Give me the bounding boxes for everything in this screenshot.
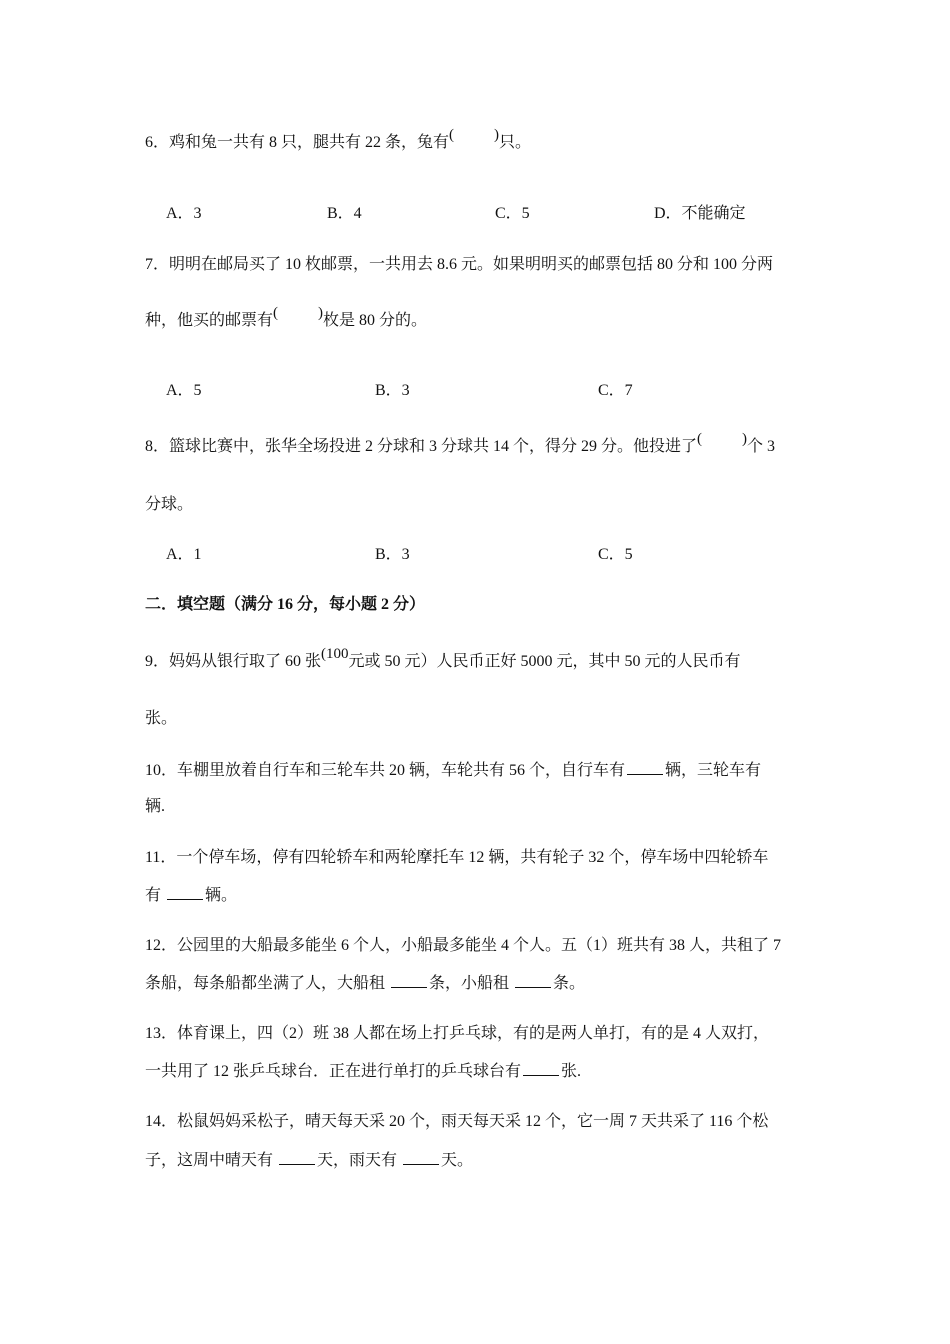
question-12-suffix: 条。: [553, 975, 586, 992]
question-14-text: 子，这周中晴天有: [145, 1152, 278, 1169]
question-7-text: 种，他买的邮票有: [145, 312, 274, 329]
question-9-raised-text: (100: [321, 646, 349, 662]
question-14-text-cont: 天，雨天有: [317, 1152, 402, 1169]
question-9-line-1: [145, 646, 741, 672]
answer-blank[interactable]: [627, 760, 663, 775]
question-9-text: 9．妈妈从银行取了 60 张: [145, 653, 322, 670]
question-12-text: 条船，每条船都坐满了人，大船租: [145, 975, 390, 992]
question-8-text: 8．篮球比赛中，张华全场投进 2 分球和 3 分球共 14 个，得分 29 分。他投进了: [145, 438, 698, 455]
question-9-text-cont: 元或 50 元）人民币正好 5000 元，其中 50 元的人民币有: [348, 653, 741, 670]
question-10-line-2: 辆.: [145, 798, 166, 815]
q6-option-d: D．不能确定: [654, 205, 746, 222]
question-13-text: 一共用了 12 张乒乓球台．正在进行单打的乒乓球台有: [145, 1063, 522, 1080]
answer-blank[interactable]: [523, 1061, 559, 1076]
answer-blank[interactable]: [403, 1150, 439, 1165]
q7-option-b: B．3: [375, 382, 410, 399]
q8-option-b: B．3: [375, 546, 410, 563]
question-6: [145, 127, 532, 153]
q6-option-b: B．4: [327, 205, 362, 222]
question-6-text: 6．鸡和兔一共有 8 只，腿共有 22 条，兔有: [145, 134, 450, 151]
question-13-line-2: [145, 1061, 581, 1082]
question-11-line-2: [145, 885, 237, 906]
q7-option-a: A．5: [166, 382, 202, 399]
question-10-text-cont: 辆，三轮车有: [665, 762, 762, 779]
question-7-line-2: [145, 305, 428, 331]
question-11-line-1: 11．一个停车场，停有四轮轿车和两轮摩托车 12 辆，共有轮子 32 个，停车场中四轮轿车: [145, 849, 769, 866]
answer-parentheses: ( ): [449, 127, 500, 143]
question-13-suffix: 张.: [561, 1063, 582, 1080]
question-7-line-1: 7．明明在邮局买了 10 枚邮票，一共用去 8.6 元。如果明明买的邮票包括 80 分和 100 分两: [145, 256, 774, 273]
question-8-line-1: [145, 431, 776, 457]
q8-option-a: A．1: [166, 546, 202, 563]
answer-blank[interactable]: [391, 973, 427, 988]
answer-parentheses: ( ): [273, 305, 324, 321]
question-10-text: 10．车棚里放着自行车和三轮车共 20 辆，车轮共有 56 个，自行车有: [145, 762, 626, 779]
question-14-suffix: 天。: [441, 1152, 474, 1169]
question-7-suffix: 枚是 80 分的。: [323, 312, 428, 329]
question-12-text-cont: 条，小船租: [429, 975, 514, 992]
answer-blank[interactable]: [167, 885, 203, 900]
question-14-line-2: [145, 1150, 473, 1171]
question-9-line-2: 张。: [145, 710, 178, 727]
question-12-line-2: [145, 973, 585, 994]
question-8-line-2: 分球。: [145, 496, 194, 513]
question-6-suffix: 只。: [499, 134, 532, 151]
q6-option-a: A．3: [166, 205, 202, 222]
question-8-suffix: 个 3: [747, 438, 776, 455]
question-11-suffix: 辆。: [205, 887, 238, 904]
q6-option-c: C．5: [495, 205, 530, 222]
answer-parentheses: ( ): [697, 431, 748, 447]
question-13-line-1: 13．体育课上，四（2）班 38 人都在场上打乒乓球，有的是两人单打，有的是 4 人双打，: [145, 1025, 770, 1042]
question-11-text: 有: [145, 887, 166, 904]
q8-option-c: C．5: [598, 546, 633, 563]
q7-option-c: C．7: [598, 382, 633, 399]
answer-blank[interactable]: [279, 1150, 315, 1165]
question-10-line-1: [145, 760, 761, 781]
answer-blank[interactable]: [515, 973, 551, 988]
question-14-line-1: 14．松鼠妈妈采松子，晴天每天采 20 个，雨天每天采 12 个，它一周 7 天共采了 116 个松: [145, 1113, 769, 1130]
section-heading: 二．填空题（满分 16 分，每小题 2 分）: [145, 596, 426, 613]
question-12-line-1: 12．公园里的大船最多能坐 6 个人，小船最多能坐 4 个人。五（1）班共有 38 人，共租了 7: [145, 937, 782, 954]
